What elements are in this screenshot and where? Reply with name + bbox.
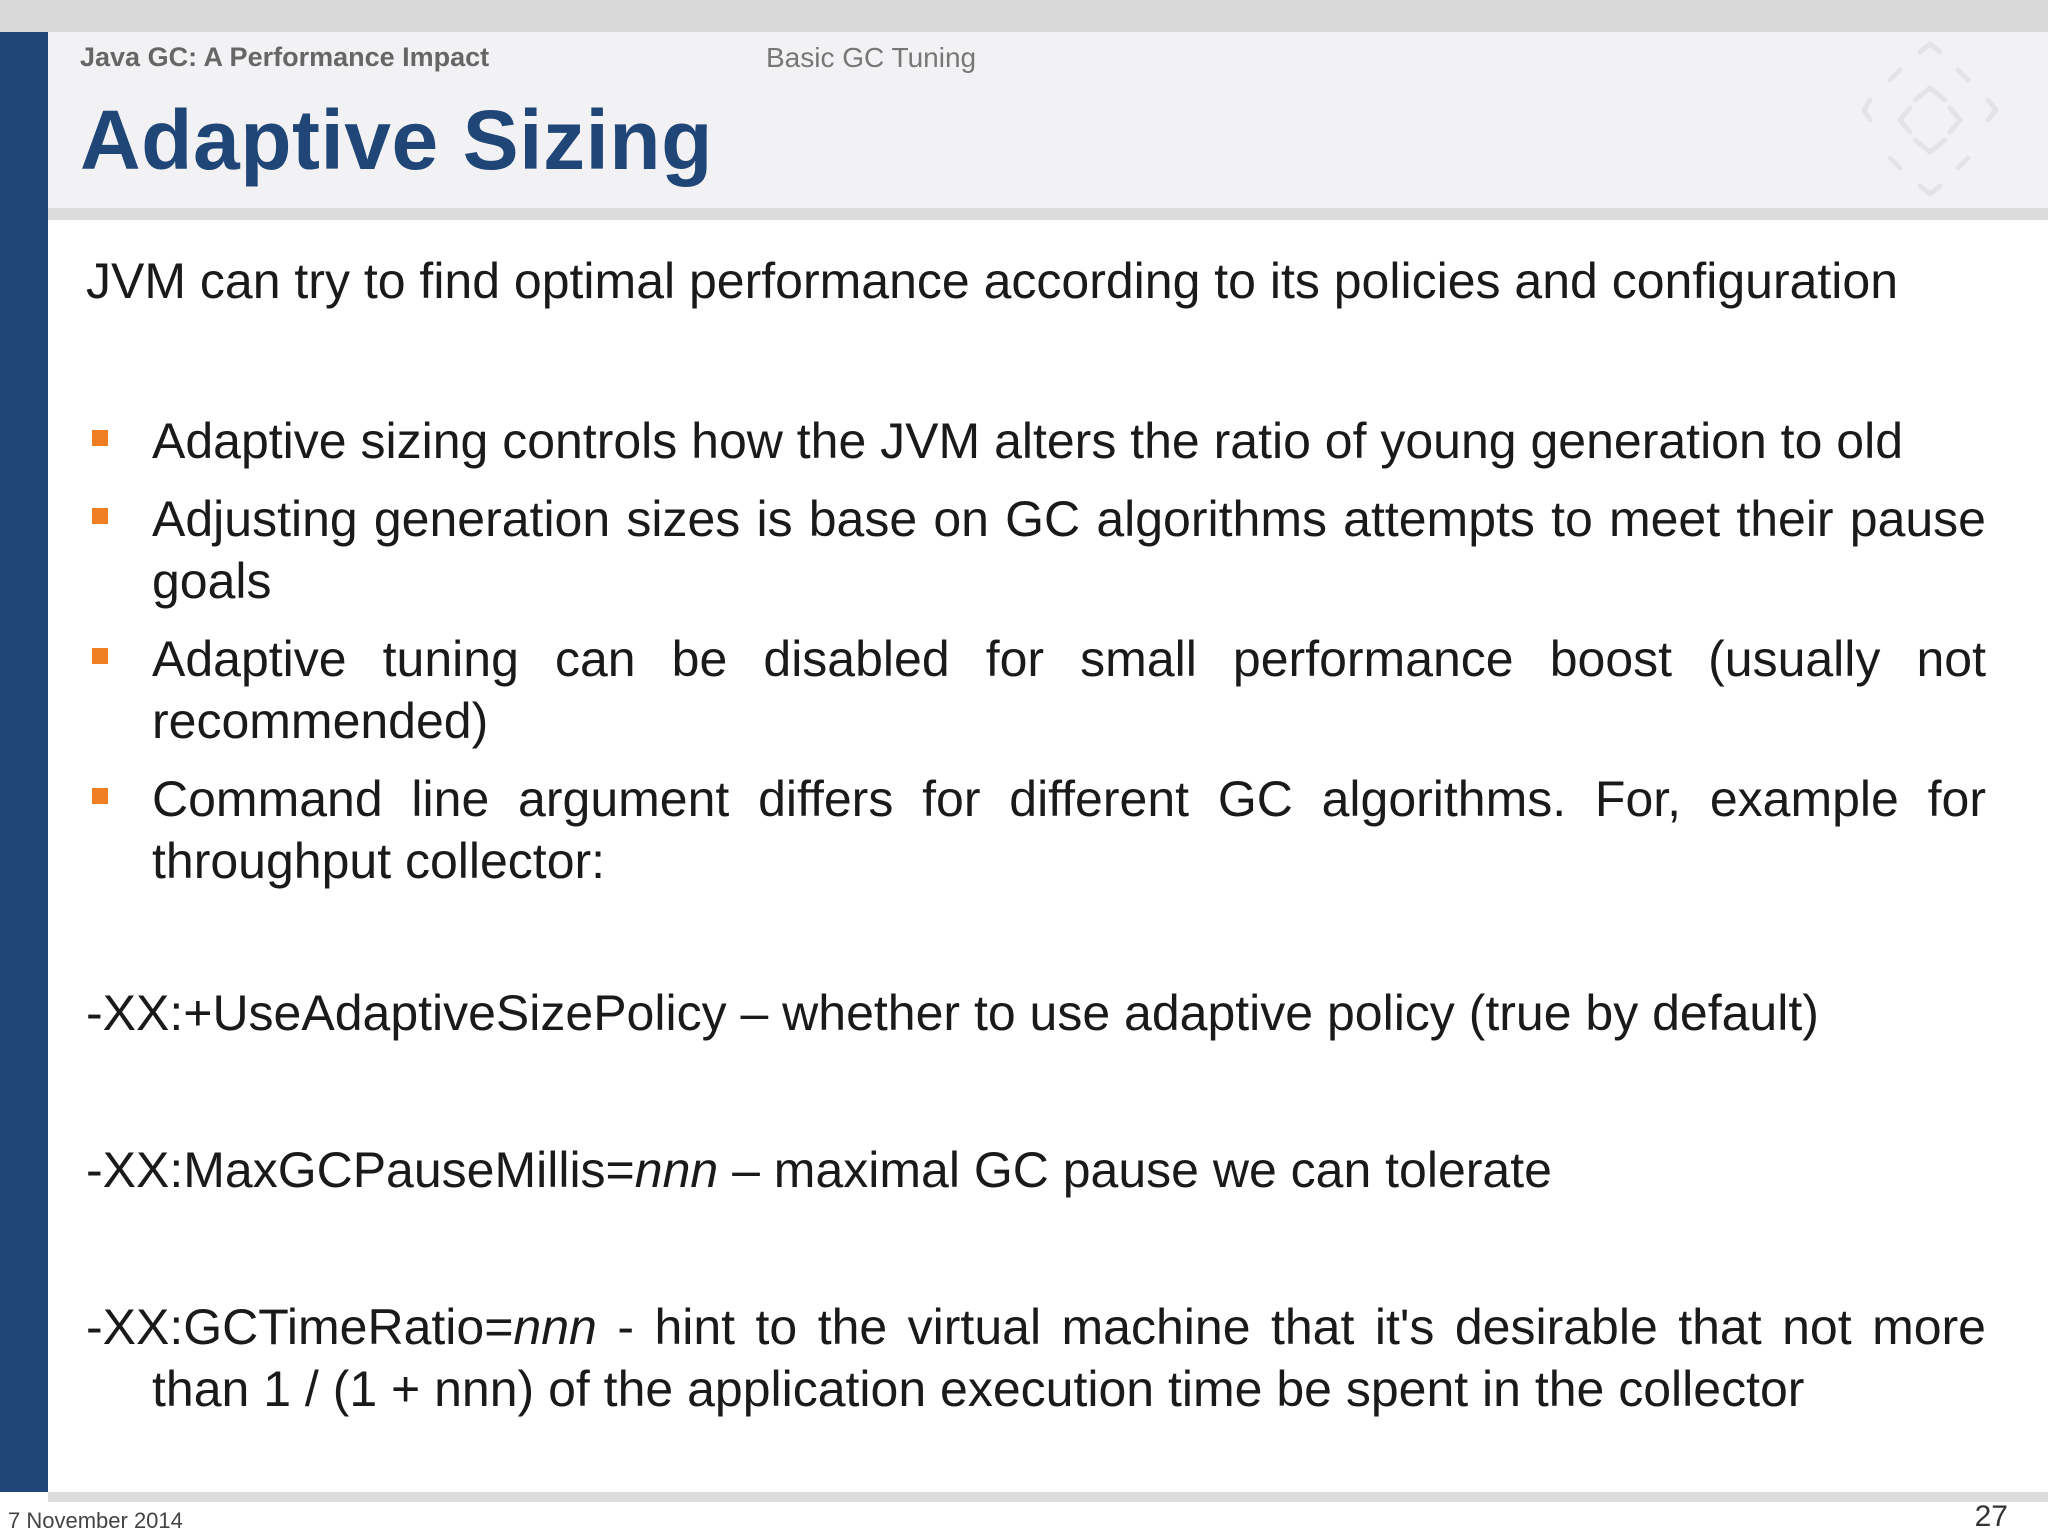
section-title: Basic GC Tuning (766, 42, 977, 73)
square-bullet-icon (92, 788, 108, 804)
bullet-item (86, 768, 1986, 892)
course-title: Java GC: A Performance Impact (80, 42, 490, 72)
option-description: – whether to use adaptive policy (true by default) (726, 985, 1819, 1041)
option-flag: -XX:MaxGCPauseMillis= (86, 1142, 635, 1198)
option-description: – maximal GC pause we can tolerate (718, 1142, 1552, 1198)
footer (0, 1502, 2048, 1536)
square-bullet-icon (92, 508, 108, 524)
bullet-text: Adaptive tuning can be disabled for small performance boost (usually not recommended) (152, 631, 1986, 749)
footer-date: 7 November 2014 (8, 1508, 183, 1533)
bullet-text: Command line argument differs for different GC algorithms. For, example for throughput collector: (152, 771, 1986, 889)
bullet-list (86, 410, 1986, 908)
slide-title: Adaptive Sizing (80, 93, 713, 187)
bullet-text: Adaptive sizing controls how the JVM alters the ratio of young generation to old (152, 413, 1904, 469)
intro-text: JVM can try to find optimal performance according to its policies and configuration (86, 253, 1899, 309)
bullet-item (86, 628, 1986, 752)
footer-divider (48, 1492, 2048, 1502)
page-number: 27 (1974, 1500, 2008, 1533)
diamond-arrows-icon (1860, 40, 2010, 200)
bullet-item (86, 410, 1986, 472)
jvm-option-gc-time-ratio (86, 1296, 1986, 1420)
option-flag: -XX:+UseAdaptiveSizePolicy (86, 985, 727, 1041)
option-flag: -XX:GCTimeRatio= (86, 1299, 514, 1355)
square-bullet-icon (92, 430, 108, 446)
bullet-item (86, 488, 1986, 612)
left-accent-bar (0, 32, 48, 1492)
option-description: - hint to the virtual machine that it's desirable that not more than 1 / (1 + nnn) of the application execution time be spent in the collector (152, 1299, 1986, 1417)
square-bullet-icon (92, 648, 108, 664)
jvm-option-adaptive-size-policy (86, 982, 1986, 1044)
bullet-text: Adjusting generation sizes is base on GC algorithms attempts to meet their pause goals (152, 491, 1986, 609)
option-value: nnn (513, 1299, 597, 1355)
top-strip (0, 0, 2048, 32)
option-value: nnn (634, 1142, 719, 1198)
header-divider (48, 208, 2048, 220)
jvm-option-max-gc-pause (86, 1139, 1986, 1201)
